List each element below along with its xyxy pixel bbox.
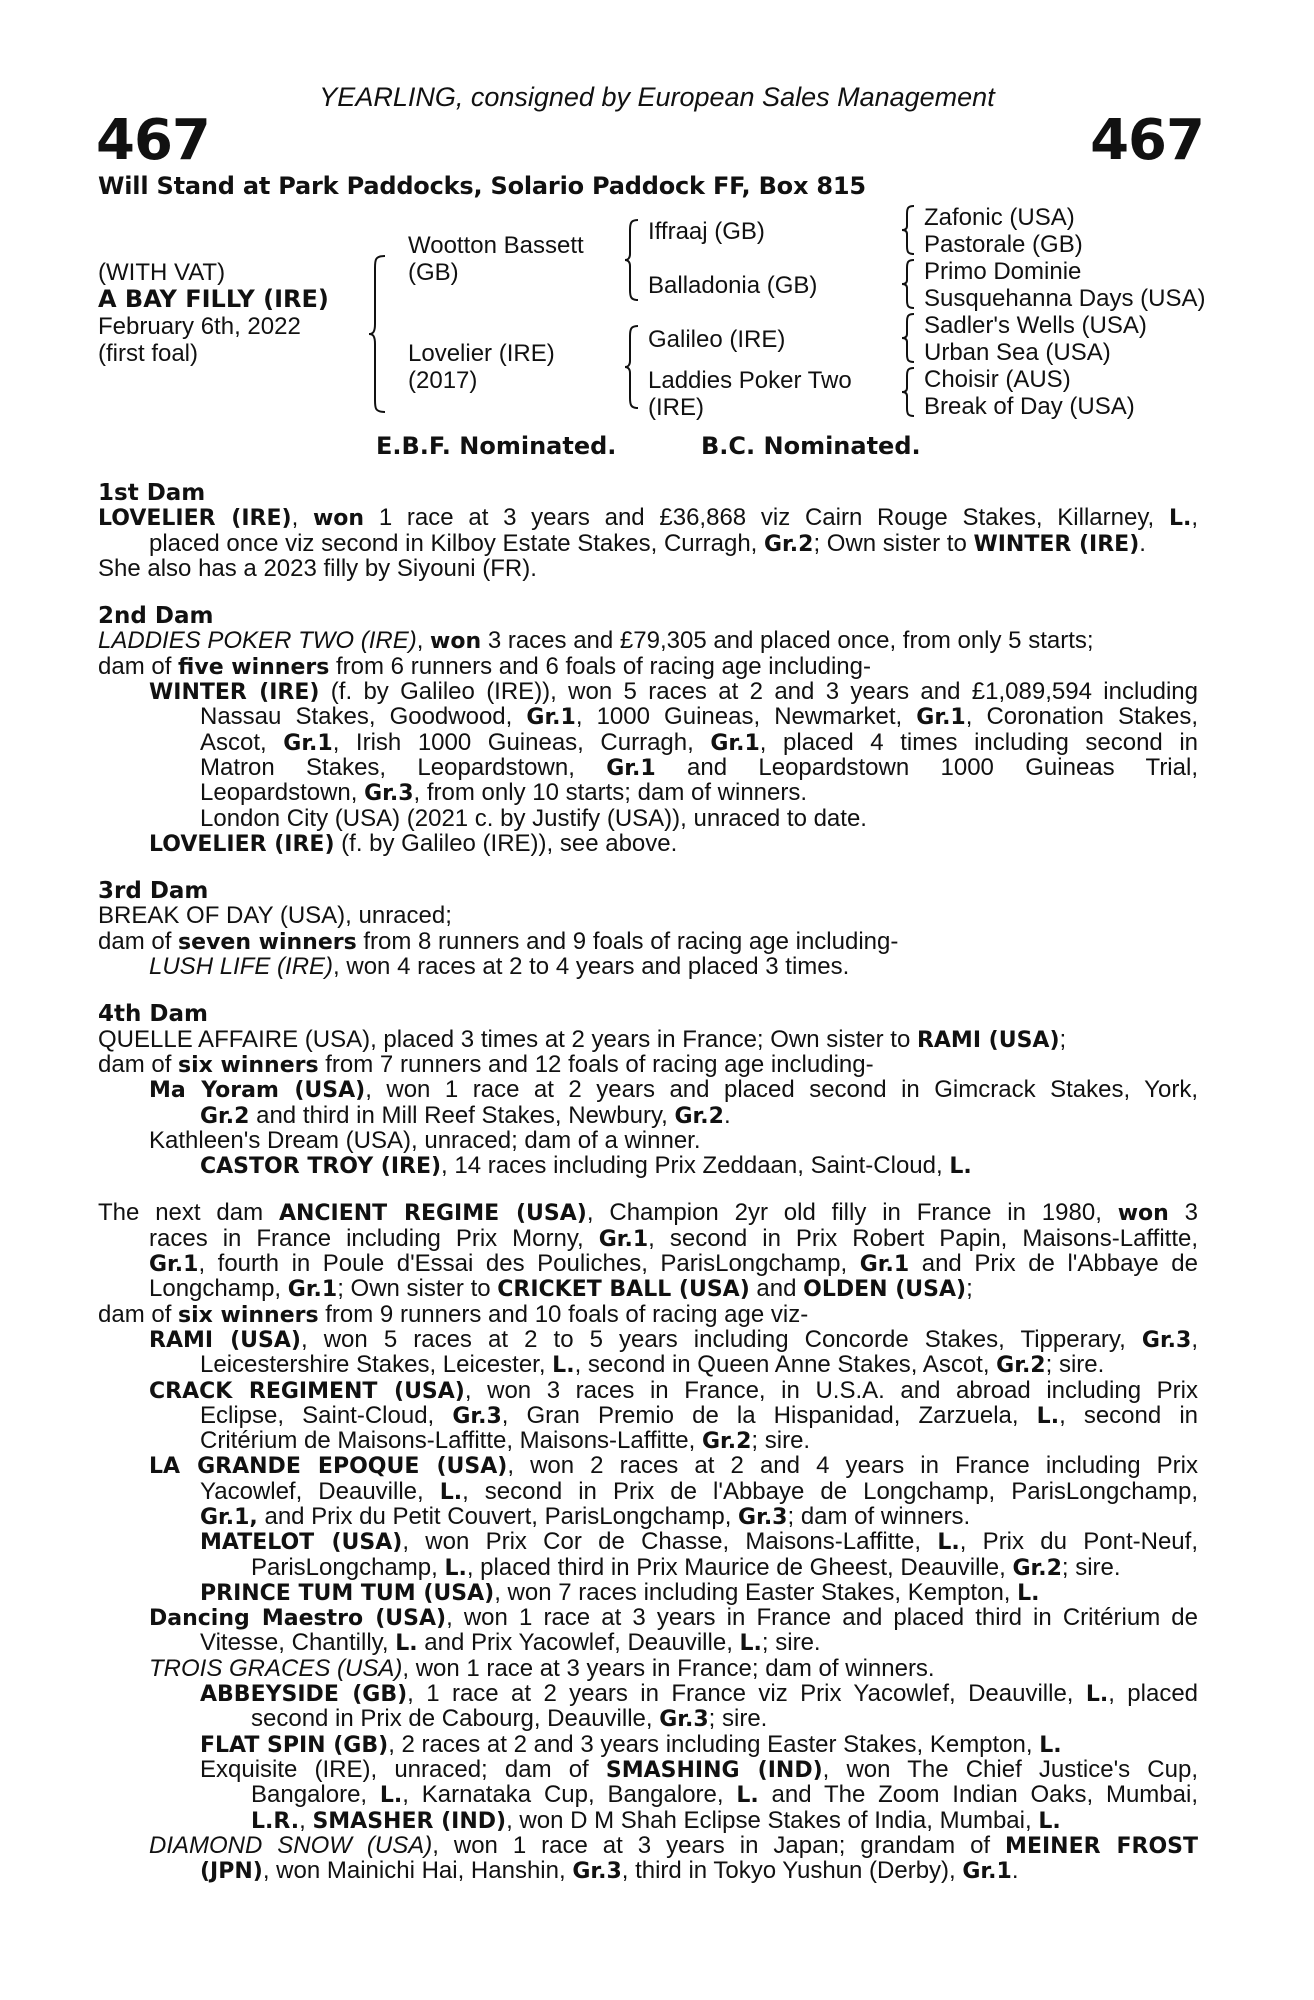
text-line bbox=[98, 480, 1198, 505]
text-run: Yacowlef, Deauville, bbox=[200, 1477, 440, 1505]
bold-text: LOVELIER (IRE) bbox=[149, 831, 335, 857]
bold-text: Gr.2 bbox=[764, 531, 814, 557]
granddam-4: Break of Day (USA) bbox=[924, 393, 1135, 420]
bold-text: Gr.1, bbox=[200, 1504, 258, 1530]
bold-text: Gr.1 bbox=[598, 1226, 649, 1252]
text-run: races in France including Prix Morny, bbox=[149, 1224, 599, 1252]
bold-text: Dancing Maestro (USA) bbox=[149, 1606, 447, 1632]
grandsire-4: Choisir (AUS) bbox=[924, 366, 1071, 393]
text-line bbox=[98, 1352, 1198, 1377]
italic-text: DIAMOND SNOW (USA) bbox=[149, 1831, 433, 1859]
bold-text: Gr.3 bbox=[452, 1403, 502, 1429]
dam-section bbox=[98, 603, 1198, 856]
dam-line-text bbox=[98, 480, 1198, 1883]
text-run: , bbox=[299, 1806, 313, 1834]
bold-text: (JPN) bbox=[200, 1859, 263, 1885]
text-run: ; sire. bbox=[1061, 1553, 1121, 1581]
bold-text: won bbox=[430, 629, 482, 655]
italic-text: TROIS GRACES (USA) bbox=[149, 1654, 403, 1682]
text-line bbox=[98, 1153, 1198, 1178]
text-line bbox=[98, 505, 1198, 530]
text-line bbox=[98, 531, 1198, 556]
text-run: from 7 runners and 12 foals of racing age including- bbox=[318, 1050, 874, 1078]
text-line bbox=[98, 1630, 1198, 1655]
bold-text: L. bbox=[739, 1631, 762, 1657]
pedigree-brace-sire bbox=[622, 218, 642, 302]
ebf-nomination: E.B.F. Nominated. bbox=[376, 432, 617, 460]
text-line bbox=[98, 1251, 1198, 1276]
date-of-birth: February 6th, 2022 bbox=[98, 313, 301, 340]
bold-text: CRICKET BALL (USA) bbox=[497, 1277, 750, 1303]
text-run: , won 3 races in France, in U.S.A. and abroad including Prix bbox=[464, 1376, 1198, 1404]
text-run: ParisLongchamp, bbox=[251, 1553, 445, 1581]
granddam-3: Urban Sea (USA) bbox=[924, 339, 1111, 366]
text-run: ; Own sister to bbox=[337, 1275, 498, 1303]
text-line bbox=[98, 1833, 1198, 1858]
text-run: dam of bbox=[98, 1050, 179, 1078]
text-run: , won 1 race at 3 years in France; dam of winners. bbox=[402, 1654, 935, 1682]
text-run: ; Own sister to bbox=[813, 529, 974, 557]
text-run: . bbox=[723, 1101, 731, 1129]
text-run: , Coronation Stakes, bbox=[965, 703, 1199, 731]
text-line bbox=[98, 1858, 1198, 1883]
italic-text: LADDIES POKER TWO (IRE) bbox=[98, 627, 417, 655]
text-run: ; sire. bbox=[708, 1705, 768, 1733]
text-run: London City (USA) (2021 c. by Justify (USA)), unraced to date. bbox=[200, 804, 867, 832]
bold-text: Gr.1 bbox=[710, 730, 760, 756]
text-run: Exquisite (IRE), unraced; dam of bbox=[200, 1755, 606, 1783]
sire-dam: Balladonia (GB) bbox=[648, 272, 818, 299]
text-run: Ascot, bbox=[200, 728, 284, 756]
section-gap bbox=[98, 979, 1198, 1001]
dam-section bbox=[98, 1001, 1198, 1178]
bold-text: Gr.1 bbox=[606, 755, 656, 781]
bold-text: CRACK REGIMENT (USA) bbox=[149, 1378, 465, 1404]
bold-text: L. bbox=[736, 1783, 759, 1809]
text-line bbox=[98, 1077, 1198, 1102]
text-run: , won 5 races at 2 to 5 years including Concorde Stakes, Tipperary, bbox=[300, 1325, 1142, 1353]
text-line bbox=[98, 1403, 1198, 1428]
lot-number-left: 467 bbox=[96, 108, 210, 173]
text-run: and Prix de l'Abbaye de bbox=[909, 1250, 1199, 1278]
text-line bbox=[98, 1580, 1198, 1605]
text-line bbox=[98, 1200, 1198, 1225]
text-run: ; bbox=[966, 1275, 973, 1303]
bold-text: ABBEYSIDE (GB) bbox=[200, 1682, 408, 1708]
text-run: . bbox=[1011, 1857, 1019, 1885]
text-run: , from only 10 starts; dam of winners. bbox=[413, 779, 808, 807]
section-heading: 4th Dam bbox=[98, 1001, 208, 1028]
text-run: , won 4 races at 2 to 4 years and placed 3 times. bbox=[333, 953, 850, 981]
dam-year: (2017) bbox=[408, 367, 478, 394]
text-run: , won 2 races at 2 and 4 years in France including Prix bbox=[507, 1452, 1198, 1480]
bold-text: L. bbox=[395, 1631, 418, 1657]
bold-text: Gr.1 bbox=[149, 1252, 199, 1278]
text-line bbox=[98, 831, 1198, 856]
text-line bbox=[98, 1226, 1198, 1251]
text-line bbox=[98, 1757, 1198, 1782]
text-line bbox=[98, 679, 1198, 704]
text-run: The next dam bbox=[98, 1199, 279, 1227]
bold-text: Gr.3 bbox=[659, 1707, 709, 1733]
pedigree-brace-g3 bbox=[900, 312, 918, 364]
text-run: and Prix Yacowlef, Deauville, bbox=[417, 1629, 740, 1657]
text-line bbox=[98, 1681, 1198, 1706]
text-run: dam of bbox=[98, 1300, 179, 1328]
text-line bbox=[98, 1453, 1198, 1478]
text-line bbox=[98, 1276, 1198, 1301]
text-run: , placed third in Prix Maurice de Gheest, Deauville, bbox=[466, 1553, 1013, 1581]
text-line bbox=[98, 1052, 1198, 1077]
text-run: dam of bbox=[98, 927, 179, 955]
text-run: , won Mainichi Hai, Hanshin, bbox=[262, 1857, 573, 1885]
text-run: from 6 runners and 6 foals of racing age including- bbox=[329, 652, 871, 680]
text-run: ; dam of winners. bbox=[787, 1502, 971, 1530]
text-run: , Karnataka Cup, Bangalore, bbox=[402, 1781, 737, 1809]
text-run: and Prix du Petit Couvert, ParisLongchamp, bbox=[257, 1502, 739, 1530]
text-run: Critérium de Maisons-Laffitte, Maisons-Laffitte, bbox=[200, 1427, 702, 1455]
text-run: , won D M Shah Eclipse Stakes of India, Mumbai, bbox=[506, 1806, 1039, 1834]
bold-text: Ma Yoram (USA) bbox=[149, 1078, 366, 1104]
bold-text: six winners bbox=[178, 1052, 319, 1078]
text-line bbox=[98, 1605, 1198, 1630]
bold-text: six winners bbox=[178, 1302, 319, 1328]
text-run: , bbox=[1191, 1325, 1198, 1353]
bold-text: L. bbox=[1039, 1732, 1062, 1758]
section-gap bbox=[98, 1178, 1198, 1200]
text-line bbox=[98, 654, 1198, 679]
text-line bbox=[98, 1378, 1198, 1403]
text-line bbox=[98, 1656, 1198, 1681]
text-run: , third in Tokyo Yushun (Derby), bbox=[621, 1857, 963, 1885]
dam-dam-name: Laddies Poker Two bbox=[648, 367, 852, 394]
text-run: , 1 race at 2 years in France viz Prix Yacowlef, Deauville, bbox=[407, 1680, 1086, 1708]
text-line bbox=[98, 1479, 1198, 1504]
text-line bbox=[98, 1428, 1198, 1453]
bold-text: RAMI (USA) bbox=[916, 1027, 1060, 1053]
text-line bbox=[98, 929, 1198, 954]
text-run: , second in Prix de l'Abbaye de Longchamp, ParisLongchamp, bbox=[462, 1477, 1198, 1505]
text-run: Matron Stakes, Leopardstown, bbox=[200, 753, 607, 781]
text-run: , won 1 race at 3 years in France and placed third in Critérium de bbox=[446, 1604, 1198, 1632]
text-line bbox=[98, 1808, 1198, 1833]
text-line bbox=[98, 780, 1198, 805]
text-line bbox=[98, 1732, 1198, 1757]
text-run: and The Zoom Indian Oaks, Mumbai, bbox=[758, 1781, 1198, 1809]
bc-nomination: B.C. Nominated. bbox=[701, 432, 921, 460]
bold-text: MEINER FROST bbox=[1005, 1833, 1199, 1859]
text-run: (f. by Galileo (IRE)), see above. bbox=[334, 829, 678, 857]
bold-text: Gr.3 bbox=[738, 1504, 788, 1530]
text-line bbox=[98, 755, 1198, 780]
bold-text: Gr.3 bbox=[572, 1859, 622, 1885]
pedigree-brace-dam bbox=[622, 324, 642, 410]
text-run: Nassau Stakes, Goodwood, bbox=[200, 703, 527, 731]
bold-text: Gr.2 bbox=[200, 1103, 250, 1129]
text-run: , bbox=[291, 504, 313, 532]
bold-text: Gr.2 bbox=[701, 1429, 752, 1455]
text-line bbox=[98, 878, 1198, 903]
bold-text: PRINCE TUM TUM (USA) bbox=[200, 1580, 495, 1606]
bold-text: Gr.1 bbox=[287, 1277, 338, 1303]
text-run: 3 bbox=[1168, 1199, 1199, 1227]
dam-section bbox=[98, 878, 1198, 979]
lot-name: A BAY FILLY (IRE) bbox=[98, 285, 329, 313]
bold-text: LA GRANDE EPOQUE (USA) bbox=[149, 1454, 508, 1480]
bold-text: won bbox=[1117, 1201, 1169, 1227]
bold-text: MATELOT (USA) bbox=[200, 1530, 403, 1556]
bold-text: L. bbox=[949, 1154, 972, 1180]
text-run: QUELLE AFFAIRE (USA), placed 3 times at 2 years in France; Own sister to bbox=[98, 1025, 917, 1053]
bold-text: L.R. bbox=[251, 1808, 300, 1834]
text-run: , bbox=[416, 627, 431, 655]
text-run: ; sire. bbox=[761, 1629, 821, 1657]
bold-text: ANCIENT REGIME (USA) bbox=[278, 1201, 587, 1227]
lot-number-right: 467 bbox=[1090, 108, 1204, 173]
text-run: (f. by Galileo (IRE)), won 5 races at 2 and 3 years and £1,089,594 including bbox=[319, 678, 1198, 706]
bold-text: Gr.1 bbox=[859, 1252, 910, 1278]
grandsire-1: Zafonic (USA) bbox=[924, 204, 1075, 231]
text-line bbox=[98, 1103, 1198, 1128]
text-line bbox=[98, 704, 1198, 729]
text-run: ; bbox=[1059, 1025, 1067, 1053]
pedigree-brace-main bbox=[367, 254, 391, 414]
bold-text: Gr.3 bbox=[1141, 1327, 1192, 1353]
text-run: and Leopardstown 1000 Guineas Trial, bbox=[655, 753, 1198, 781]
text-run: ; sire. bbox=[1045, 1351, 1105, 1379]
text-line bbox=[98, 1555, 1198, 1580]
vat-note: (WITH VAT) bbox=[98, 259, 226, 286]
text-run: , placed bbox=[1108, 1680, 1199, 1708]
text-line bbox=[98, 1782, 1198, 1807]
text-run: BREAK OF DAY (USA), unraced; bbox=[98, 902, 452, 930]
text-run: , 2 races at 2 and 3 years including Easter Stakes, Kempton, bbox=[388, 1730, 1040, 1758]
bold-text: L. bbox=[379, 1783, 403, 1809]
sire-sire: Iffraaj (GB) bbox=[648, 218, 765, 245]
dam-dam-country: (IRE) bbox=[648, 394, 704, 421]
bold-text: L. bbox=[1038, 1808, 1061, 1834]
sire-name: Wootton Bassett bbox=[408, 232, 584, 259]
bold-text: Gr.1 bbox=[283, 730, 333, 756]
text-run: , won 7 races including Easter Stakes, Kempton, bbox=[494, 1578, 1018, 1606]
pedigree-brace-g4 bbox=[900, 366, 918, 418]
bold-text: L. bbox=[444, 1555, 467, 1581]
text-run: Vitesse, Chantilly, bbox=[200, 1629, 396, 1657]
text-line bbox=[98, 1504, 1198, 1529]
text-run: , Prix du Pont-Neuf, bbox=[959, 1528, 1198, 1556]
bold-text: SMASHER (IND) bbox=[312, 1808, 507, 1834]
text-run: Leicestershire Stakes, Leicester, bbox=[200, 1351, 553, 1379]
text-line bbox=[98, 1027, 1198, 1052]
text-run: Eclipse, Saint-Cloud, bbox=[200, 1401, 453, 1429]
text-run: , bbox=[1191, 504, 1199, 532]
text-line bbox=[98, 903, 1198, 928]
text-run: , placed 4 times including second in bbox=[759, 728, 1199, 756]
text-line bbox=[98, 1302, 1198, 1327]
dam-sire: Galileo (IRE) bbox=[648, 326, 786, 353]
section-heading: 3rd Dam bbox=[98, 878, 209, 905]
text-run: , won The Chief Justice's Cup, bbox=[822, 1755, 1198, 1783]
dam-section bbox=[98, 480, 1198, 581]
text-run: . bbox=[1139, 529, 1146, 557]
text-run: , second in Queen Anne Stakes, Ascot, bbox=[574, 1351, 997, 1379]
bold-text: Gr.2 bbox=[674, 1103, 724, 1129]
bold-text: L. bbox=[937, 1530, 960, 1556]
foal-note: (first foal) bbox=[98, 340, 199, 367]
bold-text: won bbox=[312, 506, 365, 532]
bold-text: L. bbox=[1168, 506, 1192, 532]
bold-text: Gr.2 bbox=[1012, 1555, 1062, 1581]
text-run: , 14 races including Prix Zeddaan, Saint-Cloud, bbox=[441, 1152, 950, 1180]
sire-country: (GB) bbox=[408, 259, 459, 286]
bold-text: L. bbox=[439, 1479, 463, 1505]
pedigree-brace-g1 bbox=[900, 204, 918, 256]
text-run: Leopardstown, bbox=[200, 779, 365, 807]
text-line bbox=[98, 730, 1198, 755]
bold-text: RAMI (USA) bbox=[149, 1327, 301, 1353]
grandsire-2: Primo Dominie bbox=[924, 258, 1082, 285]
text-line bbox=[98, 1706, 1198, 1731]
bold-text: Gr.1 bbox=[962, 1859, 1012, 1885]
text-run: She also has a 2023 filly by Siyouni (FR). bbox=[98, 554, 537, 582]
text-line bbox=[98, 556, 1198, 581]
text-run: second in Prix de Cabourg, Deauville, bbox=[251, 1705, 660, 1733]
grandsire-3: Sadler's Wells (USA) bbox=[924, 312, 1147, 339]
text-line bbox=[98, 1529, 1198, 1554]
italic-text: LUSH LIFE (IRE) bbox=[149, 953, 334, 981]
bold-text: five winners bbox=[178, 654, 330, 680]
bold-text: Gr.3 bbox=[364, 781, 414, 807]
bold-text: Gr.2 bbox=[996, 1353, 1046, 1379]
bold-text: LOVELIER (IRE) bbox=[98, 506, 292, 532]
text-line bbox=[98, 1327, 1198, 1352]
text-line bbox=[98, 954, 1198, 979]
bold-text: Gr.1 bbox=[526, 705, 576, 731]
section-gap bbox=[98, 856, 1198, 878]
text-line bbox=[98, 1001, 1198, 1026]
bold-text: CASTOR TROY (IRE) bbox=[200, 1154, 442, 1180]
bold-text: FLAT SPIN (GB) bbox=[200, 1732, 389, 1758]
text-run: dam of bbox=[98, 652, 179, 680]
text-run: placed once viz second in Kilboy Estate Stakes, Curragh, bbox=[149, 529, 764, 557]
bold-text: SMASHING (IND) bbox=[605, 1757, 823, 1783]
dam-section bbox=[98, 1200, 1198, 1883]
bold-text: WINTER (IRE) bbox=[149, 680, 320, 706]
bold-text: OLDEN (USA) bbox=[803, 1277, 967, 1303]
text-run: , Irish 1000 Guineas, Curragh, bbox=[332, 728, 711, 756]
bold-text: WINTER (IRE) bbox=[973, 531, 1140, 557]
section-heading: 2nd Dam bbox=[98, 603, 214, 630]
text-run: , fourth in Poule d'Essai des Pouliches, ParisLongchamp, bbox=[198, 1250, 860, 1278]
bold-text: L. bbox=[552, 1353, 575, 1379]
text-run: , 1000 Guineas, Newmarket, bbox=[575, 703, 917, 731]
text-line bbox=[98, 603, 1198, 628]
bold-text: L. bbox=[1036, 1403, 1060, 1429]
text-run: from 9 runners and 10 foals of racing age viz- bbox=[318, 1300, 809, 1328]
text-run: 3 races and £79,305 and placed once, from only 5 starts; bbox=[481, 627, 1094, 655]
section-heading: 1st Dam bbox=[98, 480, 206, 506]
bold-text: seven winners bbox=[178, 929, 357, 955]
text-run: , won Prix Cor de Chasse, Maisons-Laffitte, bbox=[402, 1528, 938, 1556]
text-run: Bangalore, bbox=[251, 1781, 380, 1809]
text-run: Longchamp, bbox=[149, 1275, 288, 1303]
dam-name: Lovelier (IRE) bbox=[408, 340, 555, 367]
text-run: , second in bbox=[1059, 1401, 1199, 1429]
text-run: and third in Mill Reef Stakes, Newbury, bbox=[249, 1101, 675, 1129]
pedigree-brace-g2 bbox=[900, 258, 918, 310]
text-run: Kathleen's Dream (USA), unraced; dam of a winner. bbox=[149, 1126, 701, 1154]
text-run: 1 race at 3 years and £36,868 viz Cairn Rouge Stakes, Killarney, bbox=[364, 504, 1169, 532]
text-run: from 8 runners and 9 foals of racing age including- bbox=[356, 927, 899, 955]
text-run: ; sire. bbox=[751, 1427, 811, 1455]
text-run: , second in Prix Robert Papin, Maisons-Laffitte, bbox=[648, 1224, 1198, 1252]
text-run: , won 1 race at 3 years in Japan; grandam of bbox=[432, 1831, 1006, 1859]
catalogue-subtitle: YEARLING, consigned by European Sales Management bbox=[319, 82, 995, 112]
text-run: and bbox=[749, 1275, 804, 1303]
bold-text: L. bbox=[1017, 1580, 1040, 1606]
text-line bbox=[98, 806, 1198, 831]
stabling-location: Will Stand at Park Paddocks, Solario Paddock FF, Box 815 bbox=[98, 172, 866, 200]
granddam-1: Pastorale (GB) bbox=[924, 231, 1083, 258]
section-gap bbox=[98, 581, 1198, 603]
text-run: , won 1 race at 2 years and placed second in Gimcrack Stakes, York, bbox=[365, 1076, 1198, 1104]
text-run: , Champion 2yr old filly in France in 1980, bbox=[586, 1199, 1118, 1227]
text-line bbox=[98, 628, 1198, 653]
text-run: , Gran Premio de la Hispanidad, Zarzuela, bbox=[501, 1401, 1037, 1429]
bold-text: L. bbox=[1085, 1682, 1109, 1708]
text-line bbox=[98, 1128, 1198, 1153]
bold-text: Gr.1 bbox=[916, 705, 966, 731]
granddam-2: Susquehanna Days (USA) bbox=[924, 285, 1206, 312]
